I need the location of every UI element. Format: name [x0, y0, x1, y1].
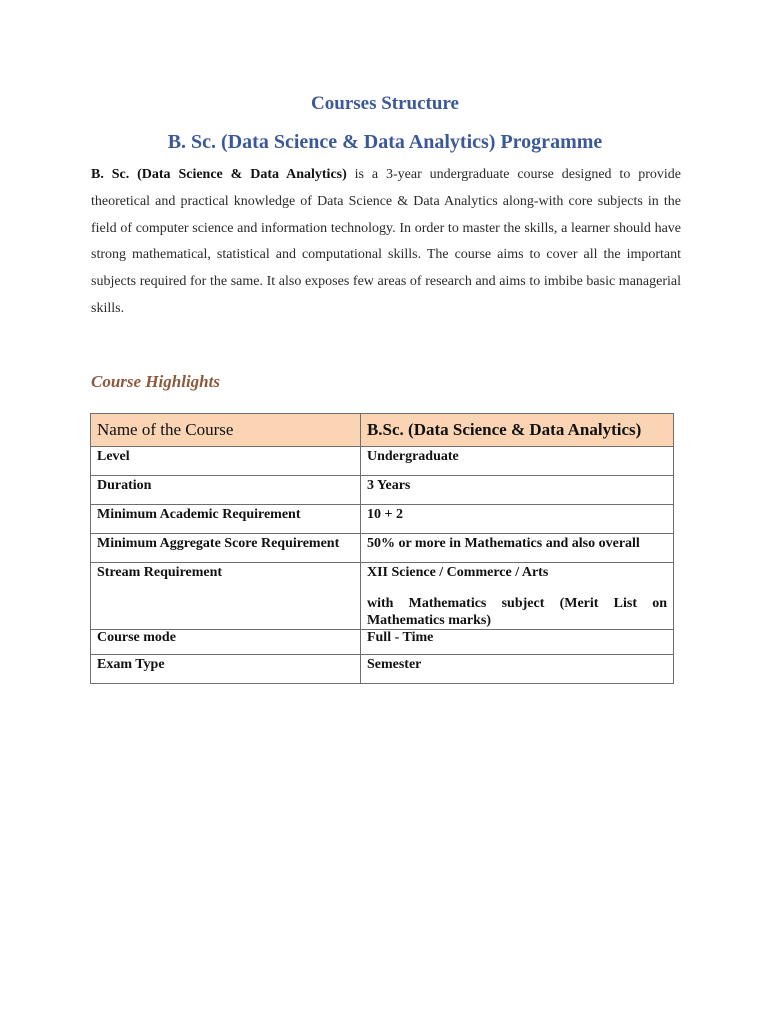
row-value-min-aggregate: 50% or more in Mathematics and also overall — [360, 534, 673, 563]
row-label-stream: Stream Requirement — [91, 563, 361, 630]
table-header-row — [91, 414, 674, 447]
row-value-mode: Full - Time — [360, 630, 673, 655]
stream-value-line-2: with Mathematics subject (Merit List on Mathematics marks) — [366, 596, 667, 628]
course-highlights-heading: Course Highlights — [91, 372, 220, 391]
table-row — [91, 476, 674, 505]
row-label-duration: Duration — [91, 476, 361, 505]
page-title: Courses Structure — [311, 93, 459, 114]
course-highlights-table — [90, 413, 674, 684]
table-row — [91, 505, 674, 534]
row-label-mode: Course mode — [91, 630, 361, 655]
table-header-cell: B.Sc. (Data Science & Data Analytics) — [360, 414, 673, 447]
row-label-level: Level — [91, 447, 361, 476]
intro-text: is a 3-year undergraduate course designed to provide theoretical and practical knowledge of Data Science & Data Analytics along-with core subjects in the field of computer science and information technology. In order to master the skills, a learner should have strong mathematical, statistical and computational skills. The course aims to cover all the important subjects required for the same. It also exposes few areas of research and aims to imbibe basic managerial skills. — [91, 167, 681, 316]
row-value-exam: Semester — [360, 655, 673, 684]
table-row — [91, 447, 674, 476]
table-row — [91, 563, 674, 630]
intro-paragraph — [91, 162, 681, 323]
table-row — [91, 655, 674, 684]
row-value-stream — [360, 563, 673, 630]
row-label-min-aggregate: Minimum Aggregate Score Requirement — [91, 534, 361, 563]
table-row — [91, 534, 674, 563]
intro-bold-lead: B. Sc. (Data Science & Data Analytics) — [91, 167, 347, 182]
row-value-duration: 3 Years — [360, 476, 673, 505]
programme-title: B. Sc. (Data Science & Data Analytics) Programme — [167, 131, 603, 153]
stream-value-line-1: XII Science / Commerce / Arts — [366, 565, 549, 580]
table-row — [91, 630, 674, 655]
table-header-cell: Name of the Course — [91, 414, 361, 447]
row-value-min-academic: 10 + 2 — [360, 505, 673, 534]
row-value-level: Undergraduate — [360, 447, 673, 476]
row-label-exam: Exam Type — [91, 655, 361, 684]
row-label-min-academic: Minimum Academic Requirement — [91, 505, 361, 534]
